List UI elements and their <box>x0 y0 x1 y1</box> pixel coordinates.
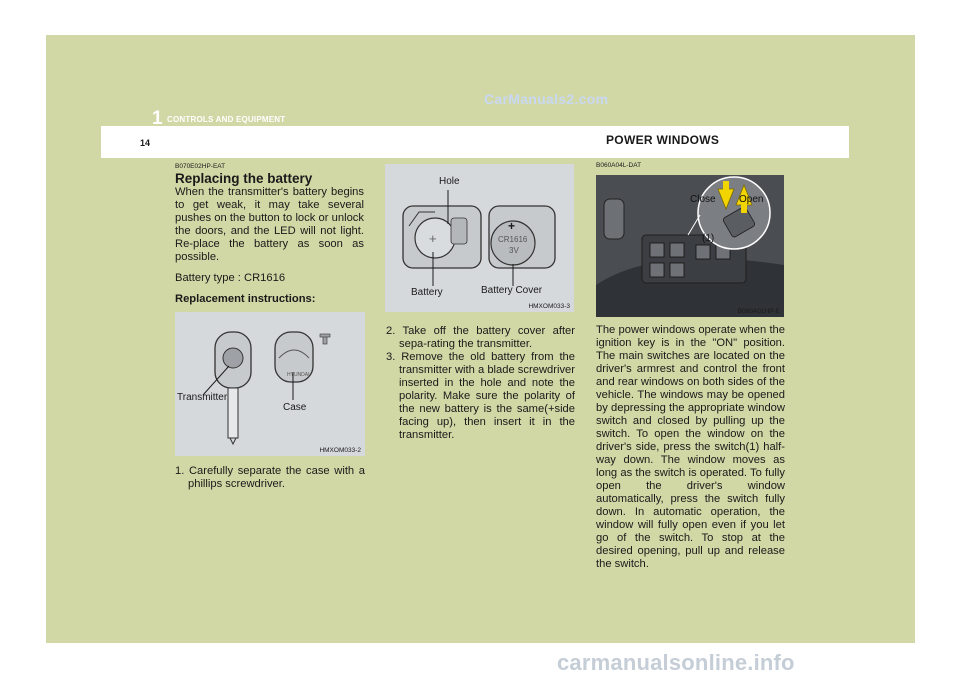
battery-type: Battery type : CR1616 <box>175 272 286 284</box>
label-switch: (1) <box>702 233 715 244</box>
steps-2-3-block <box>386 325 575 442</box>
label-transmitter: Transmitter <box>177 392 228 403</box>
chapter-number: 1 <box>152 108 163 129</box>
section-code: B060A04L-DAT <box>596 162 642 169</box>
watermark-bottom[interactable]: carmanualsonline.info <box>557 650 795 675</box>
step-2: 2. Take off the battery cover after sepa-rating the transmitter. <box>386 325 575 350</box>
label-battery-cover: Battery Cover <box>481 285 543 296</box>
cover-text-model: CR1616 <box>498 235 528 244</box>
section-title: POWER WINDOWS <box>606 133 720 147</box>
step-1-block <box>175 465 365 491</box>
figure-caption: HMXOM033-2 <box>319 447 361 454</box>
label-open: Open <box>739 194 764 205</box>
transmitter-illustration <box>175 312 365 456</box>
power-window-figure <box>596 175 784 317</box>
section-code: B070E02HP-EAT <box>175 163 226 170</box>
power-window-body: The power windows operate when the ignition key is in the "ON" position. The main switches are located on the driver's armrest and control the front and rear windows on both sides of the vehicle. The windows may be opened by depressing the appropriate window switch and closed by pulling up the switch. To open the window on the driver's side, press the switch(1) half-way down. The window moves as long as the switch is operated. To fully open the driver's window automatically, press the switch fully down. In automatic operation, the window will fully open even if you let go of the switch. To stop at the desired opening, pull up and release the switch. <box>596 324 785 570</box>
figure-caption: HMXOM033-3 <box>528 303 570 310</box>
watermark-top[interactable]: CarManuals2.com <box>484 91 609 107</box>
svg-text:+: + <box>508 219 516 233</box>
label-case: Case <box>283 402 307 413</box>
step-1: 1. Carefully separate the case with a phillips screwdriver. <box>175 465 365 490</box>
section-heading: Replacing the battery <box>175 171 313 186</box>
page-number: 14 <box>140 138 151 148</box>
svg-text:+: + <box>429 231 437 246</box>
right-code-block <box>596 162 785 170</box>
battery-figure <box>385 164 574 312</box>
figure-caption: B060A01HP-E <box>737 308 780 315</box>
chapter-title: CONTROLS AND EQUIPMENT <box>167 115 286 124</box>
right-body-block <box>596 324 785 571</box>
label-battery: Battery <box>411 287 443 298</box>
label-close: Close <box>690 194 716 205</box>
cover-text-voltage: 3V <box>509 246 519 255</box>
screw-icon <box>320 334 330 344</box>
instructions-heading: Replacement instructions: <box>175 293 316 305</box>
transmitter-figure <box>175 312 365 456</box>
svg-text:HYUNDAI: HYUNDAI <box>287 372 310 378</box>
label-hole: Hole <box>439 176 460 187</box>
left-column <box>175 163 364 306</box>
step-3: 3. Remove the old battery from the transmitter with a blade screwdriver inserted in the hole and note the polarity. Make sure the polarity of the new battery is the same(+side facing up), then insert it in the transmitter. <box>386 351 575 441</box>
intro-paragraph: When the transmitter's battery begins to get weak, it may take several pushes on the button to lock or unlock the doors, and the LED will not light. Re-place the battery as soon as possible. <box>175 186 364 263</box>
